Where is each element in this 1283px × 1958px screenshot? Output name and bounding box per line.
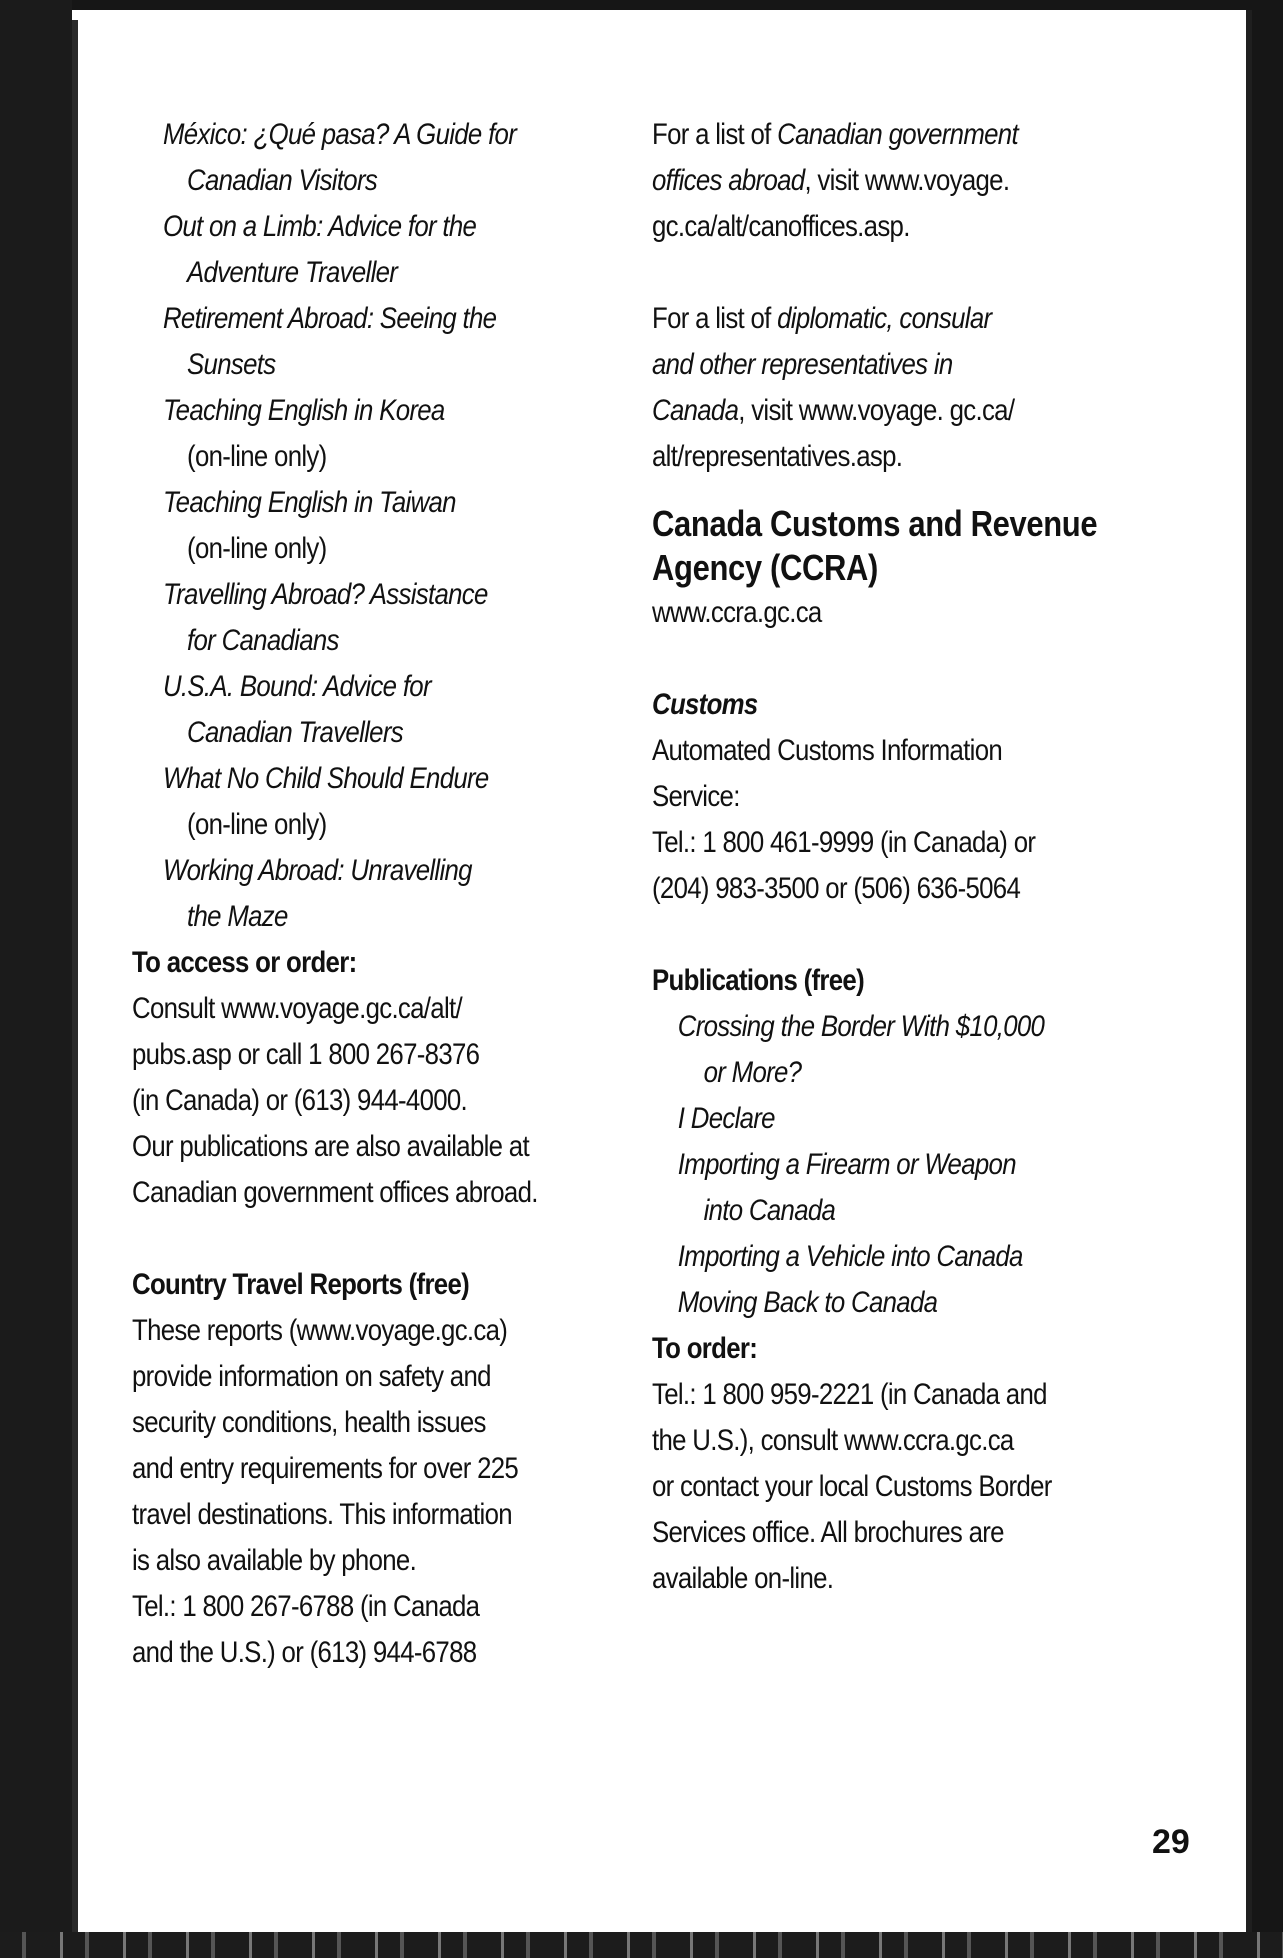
diplomats-suffix: , visit www.voyage. gc.ca/: [738, 394, 1015, 427]
ccra-section: [652, 502, 1134, 636]
reports-line: travel destinations. This information: [132, 1498, 512, 1531]
publication-title-cont: Sunsets: [187, 348, 276, 381]
access-heading: To access or order:: [132, 946, 357, 979]
publication-title: Travelling Abroad? Assistance: [162, 578, 488, 611]
ccra-url: www.ccra.gc.ca: [652, 596, 822, 629]
publication-title: I Declare: [677, 1102, 775, 1135]
access-line: Consult www.voyage.gc.ca/alt/: [132, 992, 462, 1025]
scan-top-edge: [0, 0, 1283, 10]
offices-italic: offices abroad: [652, 164, 805, 197]
reports-line: and the U.S.) or (613) 944-6788: [132, 1636, 477, 1669]
order-line: available on-line.: [652, 1562, 834, 1595]
publication-title: Crossing the Border With $10,000: [677, 1010, 1045, 1043]
publication-title: Importing a Vehicle into Canada: [677, 1240, 1023, 1273]
scan-right-margin: [1252, 0, 1283, 1958]
reports-text: [132, 1308, 614, 1676]
left-column: [132, 112, 614, 1676]
spacer: [132, 1216, 614, 1262]
offices-suffix: , visit www.voyage.: [804, 164, 1010, 197]
reports-line: provide information on safety and: [132, 1360, 491, 1393]
reports-line: is also available by phone.: [132, 1544, 417, 1577]
reports-heading: Country Travel Reports (free): [132, 1268, 470, 1301]
diplomats-paragraph: [652, 296, 1134, 480]
offices-italic: Canadian government: [777, 118, 1018, 151]
diplomats-italic: diplomatic, consular: [777, 302, 992, 335]
customs-line: Tel.: 1 800 461-9999 (in Canada) or: [652, 826, 1036, 859]
ccra-heading-cont: Agency (CCRA): [652, 547, 879, 588]
spacer: [652, 480, 1134, 502]
diplomats-prefix: For a list of: [652, 302, 778, 335]
ccra-publications-section: [652, 958, 1134, 1602]
scan-left-margin: [0, 0, 72, 1958]
spacer: [652, 250, 1134, 296]
page-number: 29: [1152, 1823, 1190, 1861]
access-line: (in Canada) or (613) 944-4000.: [132, 1084, 468, 1117]
reports-line: These reports (www.voyage.gc.ca): [132, 1314, 508, 1347]
ccra-heading: Canada Customs and Revenue: [652, 503, 1098, 544]
order-line: Tel.: 1 800 959-2221 (in Canada and: [652, 1378, 1047, 1411]
customs-section: [652, 682, 1134, 912]
access-line: pubs.asp or call 1 800 267-8376: [132, 1038, 480, 1071]
customs-line: Service:: [652, 780, 740, 813]
spacer: [652, 912, 1134, 958]
spacer: [652, 636, 1134, 682]
diplomats-italic: and other representatives in: [652, 348, 953, 381]
offices-prefix: For a list of: [652, 118, 778, 151]
reports-line: and entry requirements for over 225: [132, 1452, 519, 1485]
access-line: Our publications are also available at: [132, 1130, 529, 1163]
publication-list: [132, 112, 614, 940]
publication-title: Moving Back to Canada: [677, 1286, 938, 1319]
publication-title: Importing a Firearm or Weapon: [677, 1148, 1016, 1181]
scan-bottom-edge: [0, 1932, 1283, 1958]
customs-line: Automated Customs Information: [652, 734, 1003, 767]
order-line: the U.S.), consult www.ccra.gc.ca: [652, 1424, 1014, 1457]
publication-title: Teaching English in Korea: [162, 394, 445, 427]
customs-line: (204) 983-3500 or (506) 636-5064: [652, 872, 1021, 905]
publication-note: (on-line only): [187, 808, 327, 841]
publication-title: Working Abroad: Unravelling: [162, 854, 472, 887]
access-line: Canadian government offices abroad.: [132, 1176, 538, 1209]
publication-title: Out on a Limb: Advice for the: [162, 210, 477, 243]
publication-title-cont: Canadian Visitors: [187, 164, 378, 197]
publication-title-cont: the Maze: [187, 900, 288, 933]
reports-line: security conditions, health issues: [132, 1406, 486, 1439]
publication-title: What No Child Should Endure: [162, 762, 489, 795]
publication-title-cont: into Canada: [703, 1194, 836, 1227]
offices-paragraph: [652, 112, 1134, 250]
publication-title-cont: Adventure Traveller: [187, 256, 398, 289]
ccra-publications-heading: Publications (free): [652, 964, 865, 997]
publication-title-cont: or More?: [703, 1056, 802, 1089]
publication-title-cont: for Canadians: [187, 624, 339, 657]
access-text: [132, 986, 614, 1216]
customs-heading: Customs: [652, 688, 758, 721]
publication-title: U.S.A. Bound: Advice for: [162, 670, 431, 703]
reports-line: Tel.: 1 800 267-6788 (in Canada: [132, 1590, 480, 1623]
scan-left-rule: [72, 20, 78, 1945]
offices-url: gc.ca/alt/canoffices.asp.: [652, 210, 910, 243]
diplomats-url: alt/representatives.asp.: [652, 440, 903, 473]
publication-title: México: ¿Qué pasa? A Guide for: [162, 118, 517, 151]
right-column: [652, 112, 1134, 1602]
order-line: or contact your local Customs Border: [652, 1470, 1052, 1503]
order-heading: To order:: [652, 1332, 758, 1365]
publication-title: Retirement Abroad: Seeing the: [162, 302, 497, 335]
publication-note: (on-line only): [187, 532, 327, 565]
diplomats-italic: Canada: [652, 394, 739, 427]
order-line: Services office. All brochures are: [652, 1516, 1004, 1549]
publication-title-cont: Canadian Travellers: [187, 716, 403, 749]
publication-title: Teaching English in Taiwan: [162, 486, 456, 519]
publication-note: (on-line only): [187, 440, 327, 473]
